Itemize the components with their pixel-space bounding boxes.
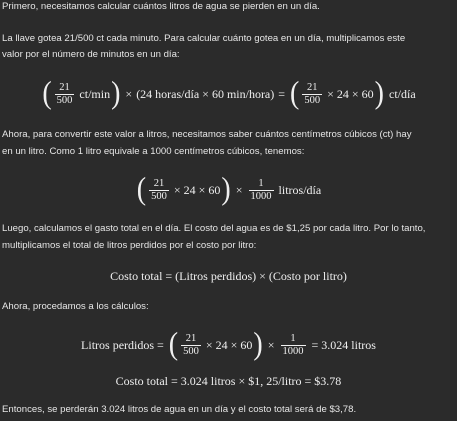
minutes-per-day-expression: (24 horas/día × 60 min/hora) [136, 87, 275, 101]
equation-litros-per-day: ( $\frac{21}{500}$ × 24 × 60 ) × $\frac{1}{1000}$ litros/día [136, 171, 322, 208]
paragraph-drip-rate-line1: La llave gotea 21/500 ct cada minuto. Para calcular cuánto gotea en un día, multiplicamos este [2, 33, 406, 44]
paragraph-drip-rate-line2: valor por el número de minutos en un día: [2, 49, 180, 60]
equation-costo-total-formula: Costo total = (Litros perdidos) × (Costo por litro) [110, 269, 347, 283]
fraction-1-1000: $\frac{1}{1000}$ [250, 177, 272, 202]
paragraph-cost-line1: Luego, calculamos el gasto total en el día. El costo del agua es de $1,25 por cada litro. Por lo tanto, [2, 223, 426, 234]
equation-costo-total-result: Costo total = 3.024 litros × $1, 25/litro = $3.78 [115, 374, 342, 388]
equation-ct-per-day: ( $\frac{21}{500}$ ct/min ) × (24 horas/día × 60 min/hora) = ( $\frac{21}{500}$ × 24 × 60 ) ct/día [42, 75, 416, 112]
paragraph-cost-line2: multiplicamos el total de litros perdidos por el costo por litro: [2, 240, 257, 251]
paragraph-convert-line2: en un litro. Como 1 litro equivale a 1000 centímetros cúbicos, tenemos: [2, 146, 305, 157]
fraction-21-500: $\frac{21}{500}$ [56, 81, 73, 106]
paragraph-convert-line1: Ahora, para convertir este valor a litros, necesitamos saber cuántos centímetros cúbicos (ct) hay [2, 129, 412, 140]
equation-litros-perdidos: Litros perdidos = ( $\frac{21}{500}$ × 24 × 60 ) × $\frac{1}{1000}$ = 3.024 litros [81, 326, 376, 363]
paragraph-conclusion: Entonces, se perderán 3.024 litros de agua en un día y el costo total será de $3,78. [2, 404, 357, 415]
paragraph-calculations: Ahora, procedamos a los cálculos: [2, 301, 149, 312]
paragraph-intro: Primero, necesitamos calcular cuántos litros de agua se pierden en un día. [2, 1, 320, 12]
